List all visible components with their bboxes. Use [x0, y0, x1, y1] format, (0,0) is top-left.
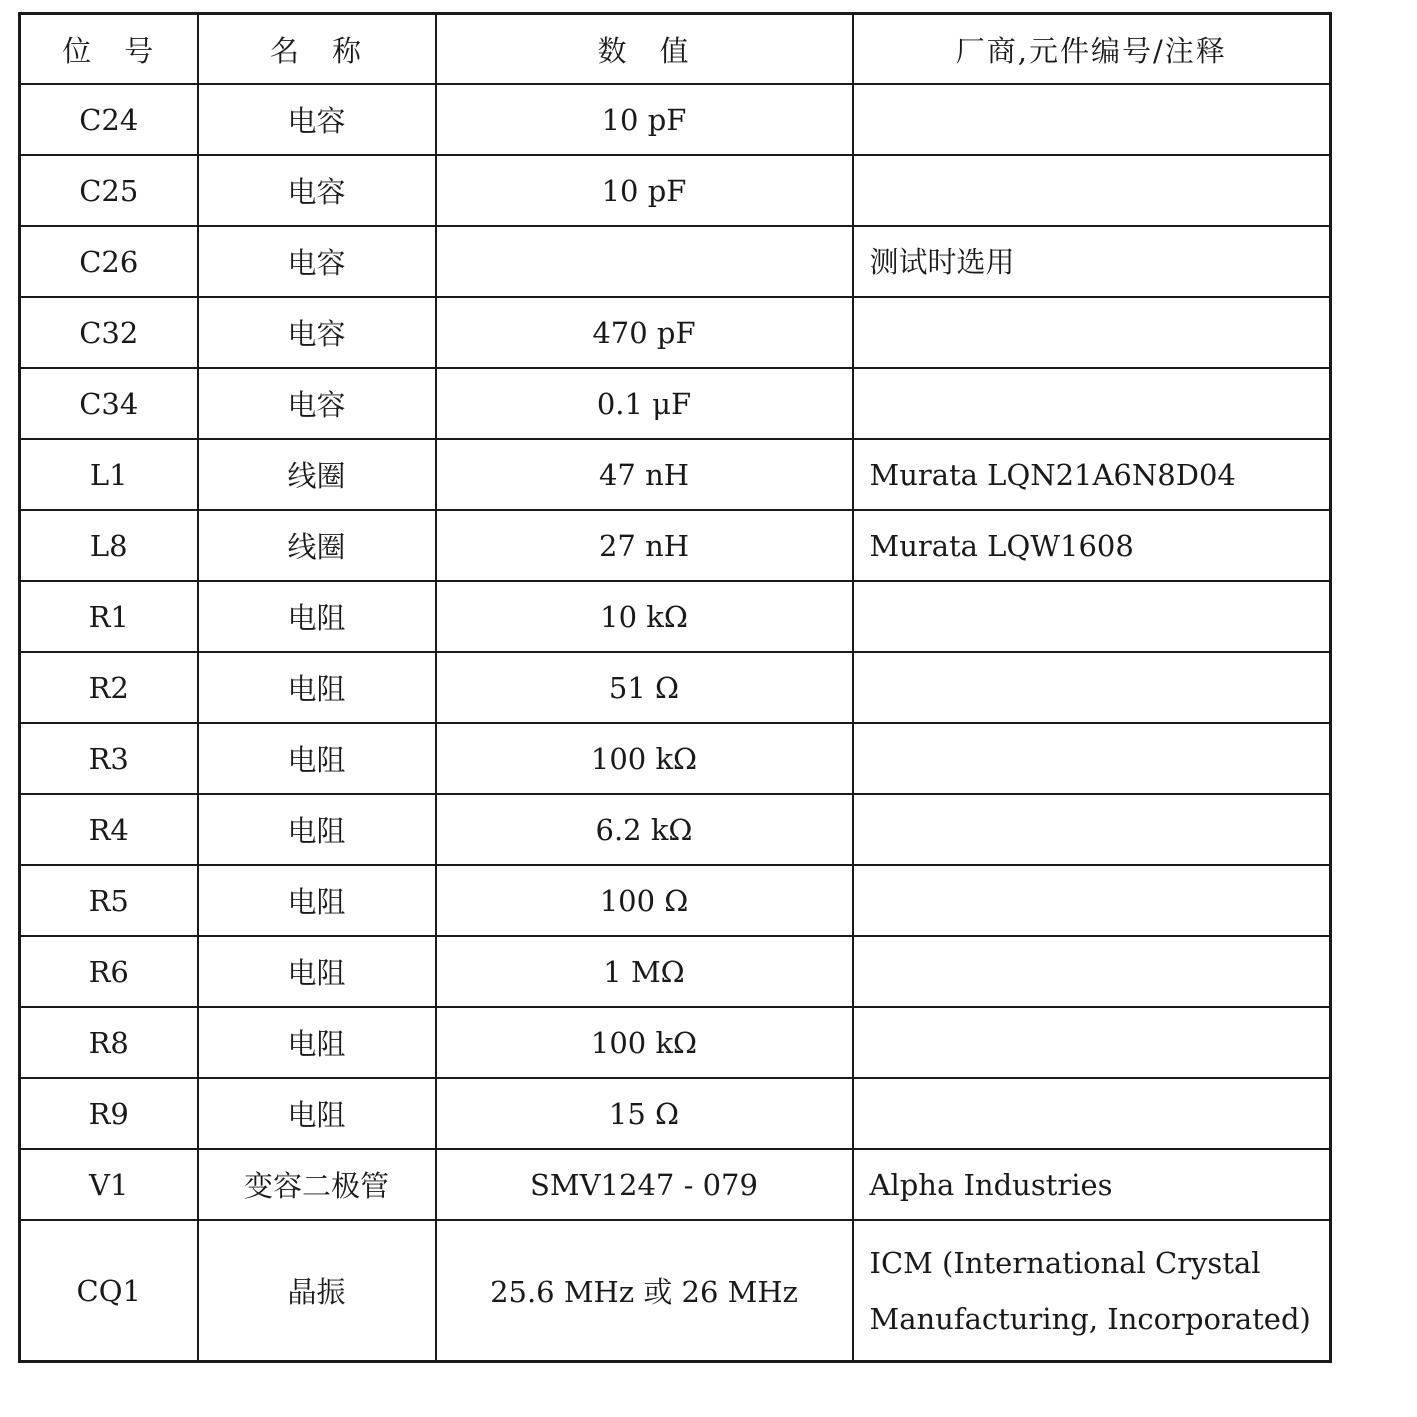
note-line: ICM (International Crystal — [869, 1245, 1261, 1280]
name-cell: 电阻 — [198, 1007, 436, 1078]
ref-cell: R4 — [20, 794, 198, 865]
table-row — [20, 936, 1331, 1007]
component-table — [18, 12, 1332, 1363]
ref-cell: CQ1 — [20, 1220, 198, 1362]
note-cell: Alpha Industries — [853, 1149, 1331, 1220]
note-cell — [853, 1078, 1331, 1149]
note-cell — [853, 581, 1331, 652]
table-row — [20, 723, 1331, 794]
table-row — [20, 652, 1331, 723]
table-row — [20, 510, 1331, 581]
note-cell: 测试时选用 — [853, 226, 1331, 297]
header-name: 名 称 — [198, 14, 436, 85]
note-cell — [853, 155, 1331, 226]
note-cell: Murata LQN21A6N8D04 — [853, 439, 1331, 510]
table-row — [20, 155, 1331, 226]
note-cell — [853, 652, 1331, 723]
note-cell: Murata LQW1608 — [853, 510, 1331, 581]
note-cell — [853, 865, 1331, 936]
ref-cell: R6 — [20, 936, 198, 1007]
table-row — [20, 581, 1331, 652]
table-row — [20, 226, 1331, 297]
value-cell: 100 kΩ — [436, 1007, 853, 1078]
name-cell: 电阻 — [198, 581, 436, 652]
value-cell: 0.1 μF — [436, 368, 853, 439]
ref-cell: L8 — [20, 510, 198, 581]
header-ref: 位 号 — [20, 14, 198, 85]
name-cell: 电阻 — [198, 723, 436, 794]
note-cell — [853, 936, 1331, 1007]
ref-cell: C26 — [20, 226, 198, 297]
name-cell: 电阻 — [198, 936, 436, 1007]
table-row — [20, 1149, 1331, 1220]
value-cell: 51 Ω — [436, 652, 853, 723]
table-row — [20, 865, 1331, 936]
table-row — [20, 1220, 1331, 1362]
table-row — [20, 297, 1331, 368]
name-cell: 线圈 — [198, 510, 436, 581]
name-cell: 电容 — [198, 226, 436, 297]
value-cell — [436, 226, 853, 297]
ref-cell: R9 — [20, 1078, 198, 1149]
value-cell: 25.6 MHz 或 26 MHz — [436, 1220, 853, 1362]
note-cell — [853, 1007, 1331, 1078]
note-line: Manufacturing, Incorporated) — [869, 1301, 1311, 1336]
table-row — [20, 368, 1331, 439]
table-row — [20, 84, 1331, 155]
value-cell: 10 pF — [436, 84, 853, 155]
note-cell — [853, 368, 1331, 439]
ref-cell: R5 — [20, 865, 198, 936]
table-row — [20, 794, 1331, 865]
ref-cell: C32 — [20, 297, 198, 368]
header-note: 厂商,元件编号/注释 — [853, 14, 1331, 85]
header-value: 数 值 — [436, 14, 853, 85]
name-cell: 电阻 — [198, 865, 436, 936]
name-cell: 电容 — [198, 297, 436, 368]
name-cell: 线圈 — [198, 439, 436, 510]
table-row — [20, 439, 1331, 510]
value-cell: 100 Ω — [436, 865, 853, 936]
value-cell: 1 MΩ — [436, 936, 853, 1007]
name-cell: 电阻 — [198, 794, 436, 865]
ref-cell: C34 — [20, 368, 198, 439]
name-cell: 电阻 — [198, 652, 436, 723]
name-cell: 电阻 — [198, 1078, 436, 1149]
value-cell: 47 nH — [436, 439, 853, 510]
ref-cell: R2 — [20, 652, 198, 723]
value-cell: 10 pF — [436, 155, 853, 226]
ref-cell: R8 — [20, 1007, 198, 1078]
ref-cell: R1 — [20, 581, 198, 652]
ref-cell: R3 — [20, 723, 198, 794]
note-cell — [853, 84, 1331, 155]
ref-cell: V1 — [20, 1149, 198, 1220]
note-cell — [853, 1220, 1331, 1362]
name-cell: 电容 — [198, 84, 436, 155]
name-cell: 晶振 — [198, 1220, 436, 1362]
value-cell: 470 pF — [436, 297, 853, 368]
ref-cell: L1 — [20, 439, 198, 510]
ref-cell: C24 — [20, 84, 198, 155]
table-row — [20, 1078, 1331, 1149]
value-cell: 10 kΩ — [436, 581, 853, 652]
value-cell: SMV1247 - 079 — [436, 1149, 853, 1220]
note-cell — [853, 794, 1331, 865]
value-cell: 100 kΩ — [436, 723, 853, 794]
name-cell: 电容 — [198, 368, 436, 439]
header-row — [20, 14, 1331, 85]
note-cell — [853, 723, 1331, 794]
note-cell — [853, 297, 1331, 368]
value-cell: 27 nH — [436, 510, 853, 581]
ref-cell: C25 — [20, 155, 198, 226]
value-cell: 15 Ω — [436, 1078, 853, 1149]
name-cell: 变容二极管 — [198, 1149, 436, 1220]
name-cell: 电容 — [198, 155, 436, 226]
value-cell: 6.2 kΩ — [436, 794, 853, 865]
table-row — [20, 1007, 1331, 1078]
